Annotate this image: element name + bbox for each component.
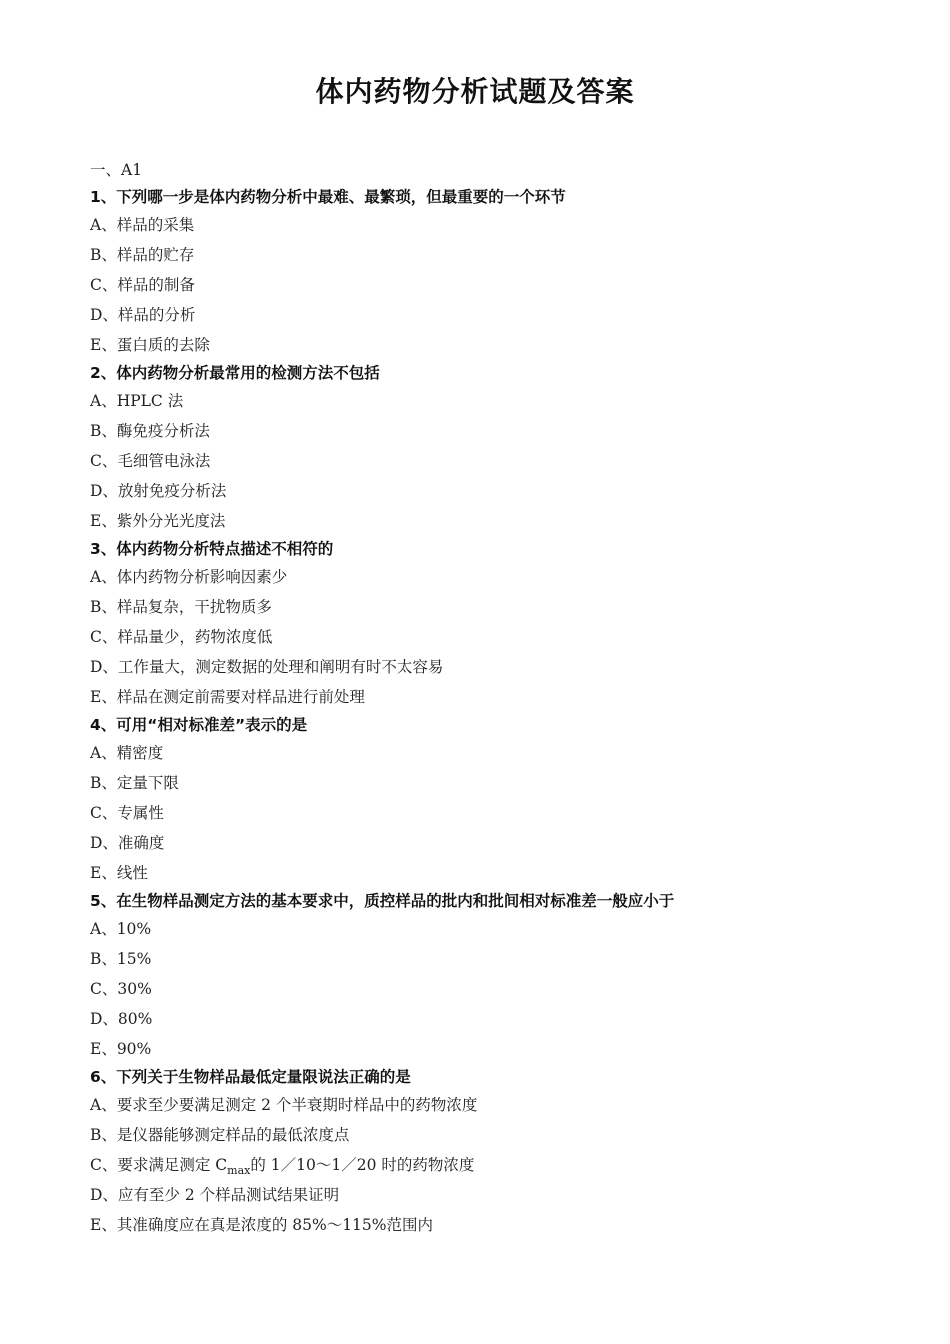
q6-option-b: B、是仪器能够测定样品的最低浓度点	[90, 1126, 350, 1144]
q1-option-c: C、样品的制备	[90, 276, 195, 294]
q3-option-e: E、样品在测定前需要对样品进行前处理	[90, 688, 365, 706]
q1-option-d: D、样品的分析	[90, 306, 196, 324]
q5-option-e: E、90%	[90, 1040, 152, 1058]
q2-option-d: D、放射免疫分析法	[90, 482, 227, 500]
q1-option-e: E、蛋白质的去除	[90, 336, 210, 354]
q4-option-e: E、线性	[90, 864, 148, 882]
q2-option-e: E、紫外分光光度法	[90, 512, 226, 530]
q6-option-c-subscript: max	[227, 1164, 251, 1177]
q5-option-d: D、80%	[90, 1010, 153, 1028]
q1-option-b: B、样品的贮存	[90, 246, 195, 264]
q2-option-a: A、HPLC 法	[90, 392, 184, 410]
question-4: 4、可用“相对标准差”表示的是	[90, 716, 308, 734]
q5-option-c: C、30%	[90, 980, 152, 998]
q3-option-b: B、样品复杂，干扰物质多	[90, 598, 272, 616]
q6-option-d: D、应有至少 2 个样品测试结果证明	[90, 1186, 340, 1204]
question-6: 6、下列关于生物样品最低定量限说法正确的是	[90, 1068, 411, 1086]
q2-option-b: B、酶免疫分析法	[90, 422, 210, 440]
q3-option-c: C、样品量少，药物浓度低	[90, 628, 273, 646]
q6-option-a: A、要求至少要满足测定 2 个半衰期时样品中的药物浓度	[90, 1096, 478, 1114]
q4-option-a: A、精密度	[90, 744, 164, 762]
question-5: 5、在生物样品测定方法的基本要求中，质控样品的批内和批间相对标准差一般应小于	[90, 892, 675, 910]
question-3: 3、体内药物分析特点描述不相符的	[90, 540, 334, 558]
q5-option-b: B、15%	[90, 950, 152, 968]
q6-option-c-suffix: 的 1／10～1／20 时的药物浓度	[250, 1156, 475, 1174]
q2-option-c: C、毛细管电泳法	[90, 452, 211, 470]
q3-option-a: A、体内药物分析影响因素少	[90, 568, 288, 586]
q6-option-c-prefix: C、要求满足测定 C	[90, 1156, 228, 1174]
section-heading: 一、A1	[90, 161, 143, 179]
q1-option-a: A、样品的采集	[90, 216, 195, 234]
document-title: 体内药物分析试题及答案	[315, 75, 635, 108]
q6-option-e: E、其准确度应在真是浓度的 85%～115%范围内	[90, 1216, 434, 1234]
question-2: 2、体内药物分析最常用的检测方法不包括	[90, 364, 380, 382]
q4-option-d: D、准确度	[90, 834, 165, 852]
q6-option-c	[90, 1150, 890, 1180]
q4-option-c: C、专属性	[90, 804, 164, 822]
question-1: 1、下列哪一步是体内药物分析中最难、最繁琐，但最重要的一个环节	[90, 188, 566, 206]
q5-option-a: A、10%	[90, 920, 152, 938]
q4-option-b: B、定量下限	[90, 774, 179, 792]
q3-option-d: D、工作量大，测定数据的处理和阐明有时不太容易	[90, 658, 444, 676]
document-body	[90, 156, 890, 1240]
